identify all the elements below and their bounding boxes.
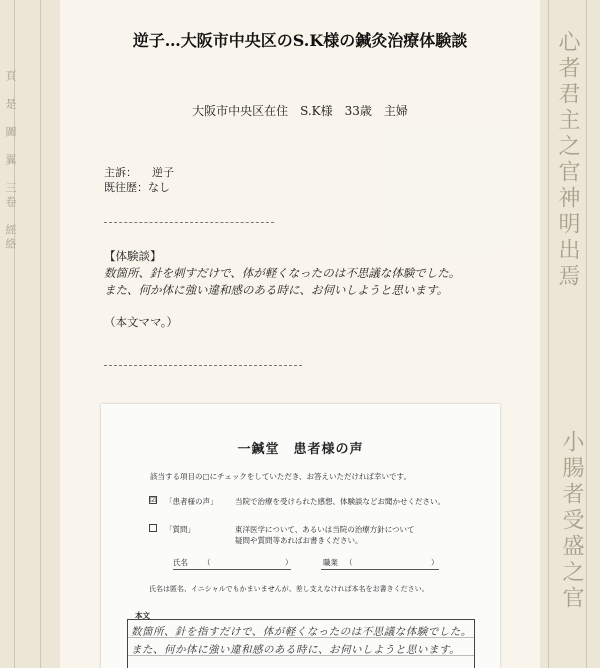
testimonial-line-1: 数箇所、針を刺すだけで、体が軽くなったのは不思議な体験でした。: [104, 266, 461, 280]
background-rule: [40, 0, 41, 668]
patient-info: [104, 165, 174, 195]
background-right-text-lower: 小腸者受盛之官: [559, 430, 584, 612]
form-option-question-desc: [235, 524, 415, 546]
form-option-voice-desc: 当院で治療を受けられた感想、体験談などお聞かせください。: [235, 497, 445, 506]
history-row: [104, 180, 174, 195]
form-name-label: 氏名: [173, 558, 188, 567]
unchecked-checkbox-icon: [149, 524, 157, 532]
history-label: 既往歴：: [104, 181, 148, 194]
form-occupation-open-bracket: （: [345, 558, 353, 567]
form-instruction: 該当する項目の□にチェックをしていただき、お答えいただければ幸いです。: [150, 472, 411, 481]
form-occupation-close-bracket: ）: [431, 558, 439, 567]
form-option-question: [149, 524, 415, 546]
page-title: 逆子…大阪市中央区のS.K様の鍼灸治療体験談: [132, 31, 468, 50]
form-occupation-underline: [321, 569, 439, 570]
checked-checkbox-icon: ☑: [150, 496, 157, 504]
form-option-voice: [149, 496, 445, 507]
testimonial-note: （本文ママ。）: [104, 315, 179, 329]
form-name-close-bracket: ）: [285, 558, 293, 567]
complaint-value: 逆子: [152, 166, 174, 179]
form-body-label: 本文: [135, 611, 150, 620]
form-option-question-label: 「質問」: [165, 525, 195, 534]
section-divider: [104, 365, 302, 366]
handwritten-line-2: また、何か体に強い違和感のある時に、お伺いしようと思います。: [131, 644, 461, 656]
testimonial-heading: 【体験談】: [104, 249, 162, 263]
testimonial-section: [104, 248, 504, 331]
background-right-text: 心者君主之官神明出焉: [555, 30, 580, 290]
form-option-question-desc-1: 東洋医学について、あるいは当院の治療方針について: [235, 525, 415, 534]
history-value: なし: [148, 181, 170, 194]
form-option-question-desc-2: 疑問や質問等あればお書きください。: [235, 536, 363, 545]
complaint-row: [104, 165, 174, 180]
handwritten-line-1: 数箇所、針を指すだけで、体が軽くなったのは不思議な体験でした。: [131, 626, 472, 638]
form-title: 一鍼堂 患者様の声: [237, 442, 364, 457]
background-left-text: 頁 是 圖 翼 三卷 經絡: [4, 70, 17, 252]
form-option-voice-label: 「患者様の声」: [165, 497, 218, 506]
testimonial-line-2: また、何か体に強い違和感のある時に、お伺いしようと思います。: [104, 283, 449, 297]
section-divider: [104, 222, 274, 223]
background-rule: [548, 0, 549, 668]
form-notice: 氏名は匿名、イニシャルでもかまいませんが、差し支えなければ本名をお書きください。: [149, 585, 429, 593]
patient-byline: 大阪市中央区在住 S.K様 33歳 主婦: [192, 104, 408, 118]
form-name-underline: [173, 569, 291, 570]
complaint-label: 主訴：: [104, 166, 137, 179]
scanned-feedback-form: [101, 404, 500, 668]
form-name-open-bracket: （: [203, 558, 211, 567]
form-occupation-label: 職業: [323, 558, 338, 567]
